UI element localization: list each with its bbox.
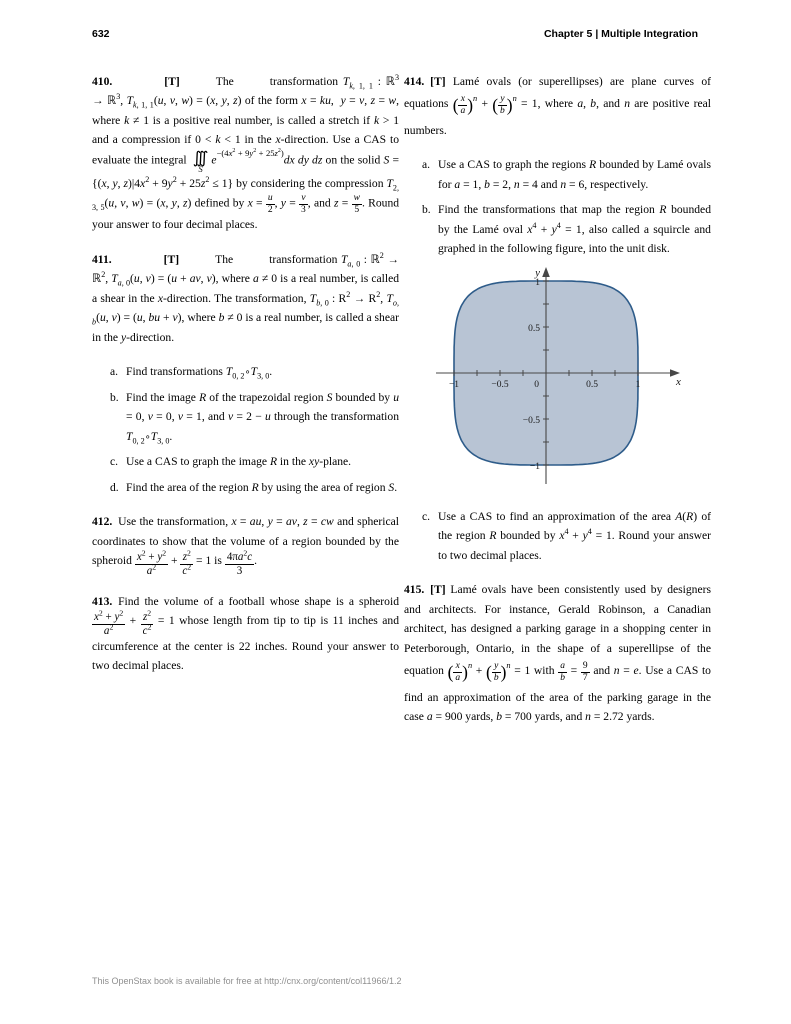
item-marker: a. [422, 158, 431, 172]
list-item [404, 507, 711, 565]
list-item [92, 388, 399, 447]
problem-413: 413. Find the volume of a football whose shape is a spheroid $\frac{x^2 + y^2}{a^2}$ + $\frac{z^2}{c^2}$ = 1 whose length from tip to tip is 11 inches and circumference at the center is 22 inches. Round your answer to two decimal places. [92, 594, 399, 673]
x-tick-label: −1 [448, 379, 460, 390]
problem-414-items [404, 155, 711, 565]
problem-411-items [92, 362, 399, 497]
y-tick-label: 0.5 [528, 323, 540, 334]
item-content: Find the transformations that map the region R bounded by the Lamé oval $x^4 + y^4 = 1$, also called a squircle and graphed in the following figure, into the unit disk. [438, 203, 711, 256]
page-header [92, 28, 698, 40]
item-marker: c. [422, 509, 431, 523]
item-content: Use a CAS to find an approximation of the area A(R) of the region R bounded by $x^4 + y^4 = 1$. Round your answer to two decimal places. [438, 509, 711, 562]
item-content: Find transformations $T_{0, 2}\circ T_{3, 0}$. [126, 365, 273, 381]
problem-414: 414. [T] Lamé ovals (or superellipses) are plane curves of equations ( $\frac{x}{a}$ )$^n$ + ( $\frac{y}{b}$ )$^n$ = 1, where a, b, and n are positive real numbers. [404, 75, 712, 137]
squircle-plot [424, 265, 686, 491]
chapter-header: Chapter 5 | Multiple Integration [543, 28, 698, 40]
y-axis-arrow [542, 267, 550, 277]
item-content: Use a CAS to graph the regions R bounded by Lamé ovals for a = 1, b = 2, n = 4 and n = 6, respectively. [438, 158, 711, 191]
list-item [404, 200, 711, 258]
page-number: 632 [92, 28, 110, 40]
list-item [92, 362, 399, 382]
item-marker: a. [110, 365, 119, 379]
list-item [92, 452, 399, 471]
y-axis-label: y [535, 266, 540, 279]
item-content: Find the image R of the trapezoidal region S bounded by u = 0, v = 0, v = 1, and v = 2 − u through the transformation $T_{0, 2}\circ T_{3, 0}$. [126, 390, 400, 446]
squircle-figure [424, 265, 711, 497]
x-tick-label: 1 [635, 379, 641, 390]
x-tick-label: 0 [534, 379, 539, 390]
item-marker: c. [110, 455, 119, 469]
y-tick-label: −1 [529, 461, 540, 472]
list-item [92, 478, 399, 497]
item-marker: d. [110, 480, 119, 494]
problem-415: 415. [T] Lamé ovals have been consistently used by designers and architects. For instance, Gerald Robinson, a Canadian architect, has designed a parking garage in a shopping center in Peterborough, Ontario, in the shape of a superellipse of the equation ( $\frac{x}{a}$ )$^n$ + ( $\frac{y}{b}$ )$^n$ = 1 with $\frac{a}{b}$ = $\frac{9}{7}$ and n = e. Use a CAS to find an approximation of the area of the parking garage in the case a = 900 yards, b = 700 yards, and n = 2.72 yards. [404, 583, 711, 723]
x-axis-label: x [676, 375, 681, 388]
x-tick-label: 0.5 [586, 379, 598, 390]
item-content: Use a CAS to graph the image R in the xy-plane. [126, 455, 352, 469]
item-content: Find the area of the region R by using the area of region S. [126, 480, 398, 494]
item-marker: b. [110, 390, 119, 404]
left-column [92, 72, 399, 691]
problem-412: 412. Use the transformation, x = au, y = av, z = cw and spherical coordinates to show that the volume of a region bounded by the spheroid $\frac{x^2 + y^2}{a^2}$ + $\frac{z^2}{c^2}$ = 1 is $\frac{4\pi a^2c}{3}$ . [92, 515, 400, 577]
problem-410: 410. [T] The transformation $T_{k, 1, 1}$ : ℝ$^3$ → ℝ$^3$, $T_{k, 1, 1}(u$, v, w) = (x, y, z) of the form x = ku, y = v, z = w, where k ≠ 1 is a positive real number, is called a stretch if k > 1 and a compression if 0 < k < 1 in the x-direction. Use a CAS to evaluate the integral ∫∫∫ S $e^{-(4x^2 + 9y^2 + 25z^2)}dx$ dy dz on the solid S = {(x, y, $z)|4x^2 + 9y^2 + 25z^2 \le 1$} by considering the compression $T_{2, 3, 5}(u$, v, w) = (x, y, z) defined by x = $\frac{u}{2}$ , y = $\frac{v}{3}$ , and z = $\frac{w}{5}$ . Round your answer to four decimal places. [92, 73, 400, 232]
x-tick-label: −0.5 [491, 379, 509, 390]
y-tick-label: 1 [535, 277, 540, 288]
right-column [404, 72, 711, 741]
list-item [404, 155, 711, 194]
y-tick-label: −0.5 [522, 415, 540, 426]
problem-411: 411. [T] The transformation $T_{a, 0}$ : ℝ$^2$ → ℝ$^2$, $T_{a, 0}(u$, v) = (u + av, v), where a ≠ 0 is a real number, is called a shear in the x-direction. The transformation, $T_{b, 0}$ : $R^2 \to R^2$, $T_{o, b}(u$, v) = (u, bu + v), where b ≠ 0 is a real number, is called a shear in the y-direction. [92, 251, 400, 344]
footer-note: This OpenStax book is available for free at http://cnx.org/content/col11966/1.2 [92, 976, 402, 986]
item-marker: b. [422, 203, 431, 217]
